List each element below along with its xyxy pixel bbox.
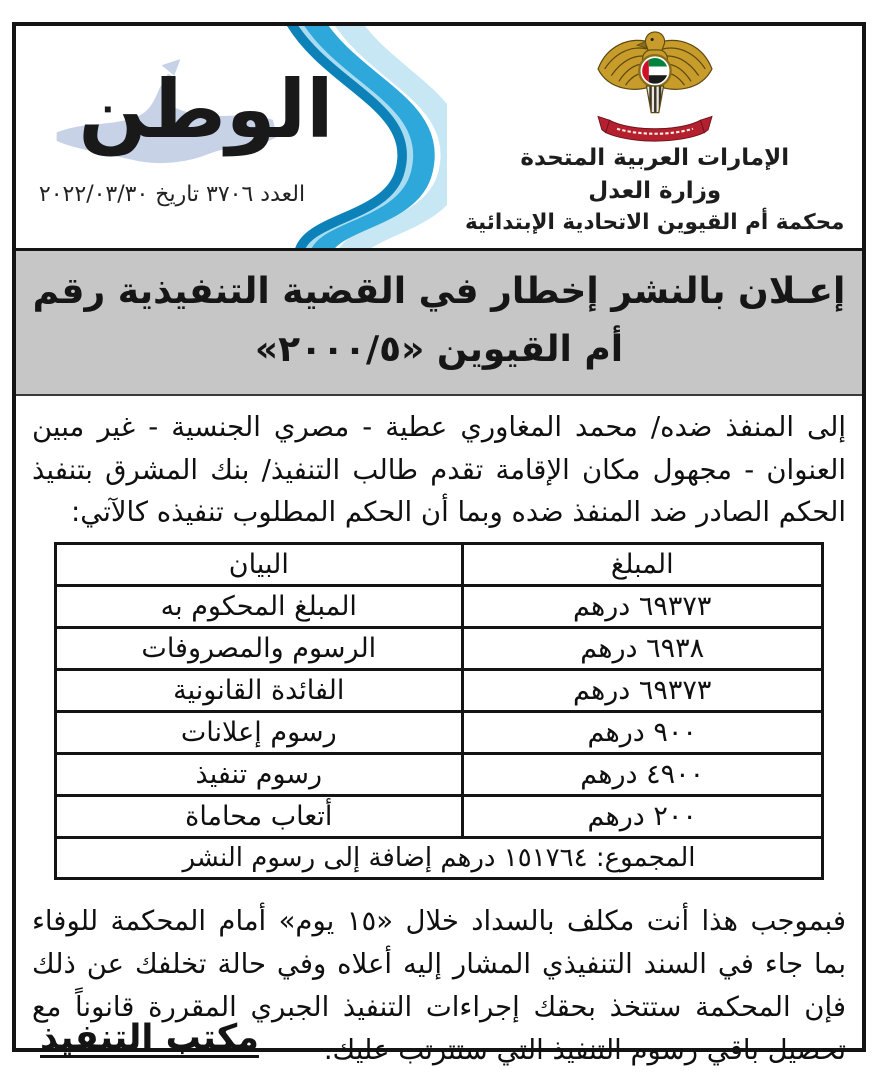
legal-notice-frame — [12, 22, 866, 1066]
amount-cell: ٦٩٣٨ درهم — [462, 628, 822, 670]
statement-cell: رسوم إعلانات — [56, 712, 462, 754]
notice-title-line1: إعـلان بالنشر إخطار في القضية التنفيذية رقم — [32, 271, 846, 312]
statement-cell: المبلغ المحكوم به — [56, 586, 462, 628]
table-row — [56, 628, 823, 670]
execution-office-signature: مكتب التنفيذ — [40, 1017, 259, 1058]
amount-cell: ٤٩٠٠ درهم — [462, 754, 822, 796]
closing-section — [16, 888, 862, 1072]
newspaper-name: الوطن — [78, 63, 334, 156]
uae-falcon-emblem-icon — [592, 31, 718, 143]
statement-cell: أتعاب محاماة — [56, 796, 462, 838]
table-header-row — [56, 544, 823, 586]
newspaper-logo-block — [16, 26, 447, 248]
table-row — [56, 712, 823, 754]
total-cell: المجموع: ١٥١٧٦٤ درهم إضافة إلى رسوم النشر — [56, 838, 823, 879]
notice-header — [16, 26, 862, 248]
statement-cell: الفائدة القانونية — [56, 670, 462, 712]
amounts-table — [54, 542, 824, 880]
authority-block — [447, 26, 862, 248]
amount-cell: ٩٠٠ درهم — [462, 712, 822, 754]
table-row — [56, 754, 823, 796]
amount-cell: ٦٩٣٧٣ درهم — [462, 586, 822, 628]
closing-paragraph: فبموجب هذا أنت مكلف بالسداد خلال «١٥ يوم» أمام المحكمة للوفاء بما جاء في السند التنفيذي المشار إليه أعلاه وفي حالة تخلفك عن ذلك فإن المحكمة ستتخذ بحقك إجراءات التنفيذ الجبري المقررة قانوناً مع تحصيل باقي رسوم التنفيذ التي ستترتب عليك. — [32, 905, 846, 1066]
amount-column-header: المبلغ — [462, 544, 822, 586]
amount-cell: ٢٠٠ درهم — [462, 796, 822, 838]
statement-column-header: البيان — [56, 544, 462, 586]
notice-title-banner — [16, 248, 862, 396]
amount-cell: ٦٩٣٧٣ درهم — [462, 670, 822, 712]
table-row — [56, 670, 823, 712]
statement-cell: رسوم تنفيذ — [56, 754, 462, 796]
notice-title-line2: أم القيوين «٢٠٠٠/٥» — [254, 328, 624, 370]
authority-court: محكمة أم القيوين الاتحادية الإبتدائية — [464, 209, 845, 235]
table-total-row — [56, 838, 823, 879]
table-row — [56, 586, 823, 628]
authority-ministry: وزارة العدل — [588, 177, 722, 204]
statement-cell: الرسوم والمصروفات — [56, 628, 462, 670]
issue-date-line: العدد ٣٧٠٦ تاريخ ٢٠٢٢/٠٣/٣٠ — [38, 182, 306, 207]
notice-intro-paragraph: إلى المنفذ ضده/ محمد المغاوري عطية - مصري الجنسية - غير مبين العنوان - مجهول مكان الإقامة تقدم طالب التنفيذ/ بنك المشرق بتنفيذ الحكم الصادر ضد المنفذ ضده وبما أن الحكم المطلوب تنفيذه كالآتي: — [32, 411, 846, 529]
table-row — [56, 796, 823, 838]
authority-country: الإمارات العربية المتحدة — [520, 145, 790, 171]
